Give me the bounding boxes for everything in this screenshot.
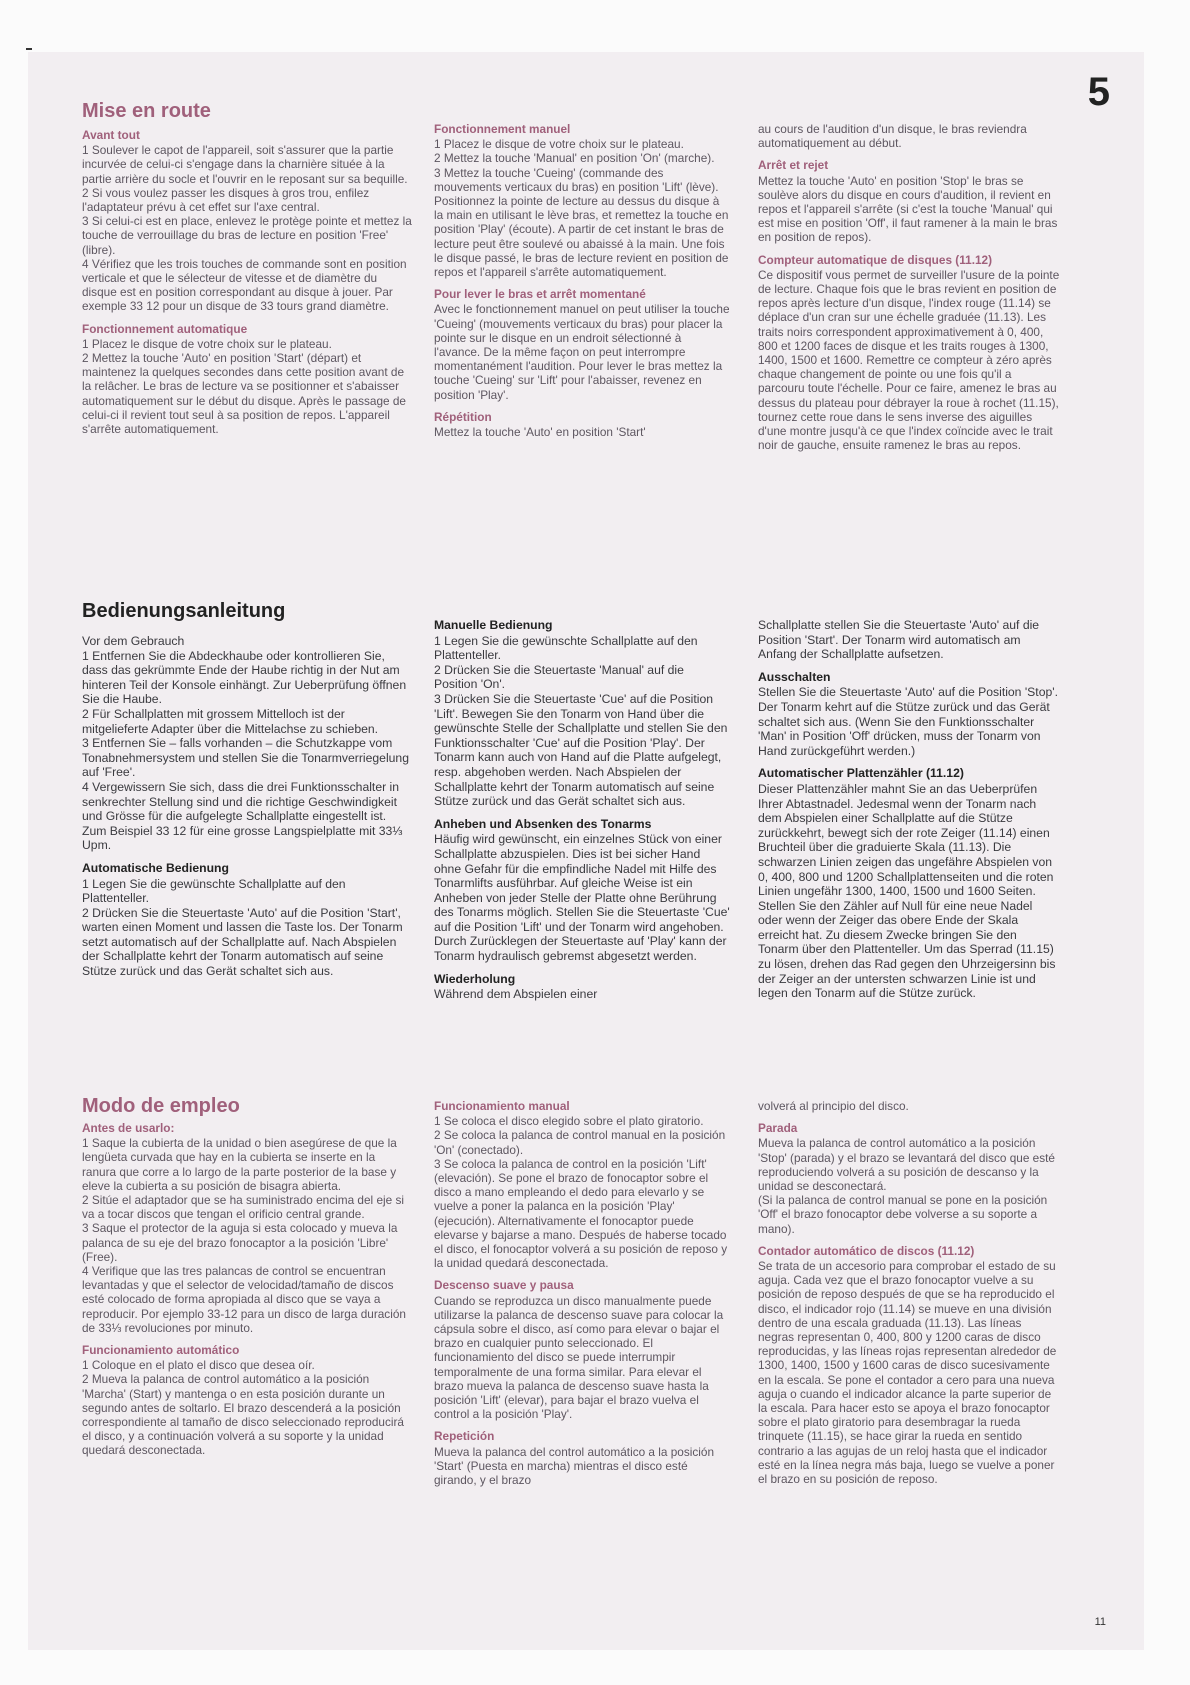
paragraph-block: Mettez la touche 'Auto' en position 'Stop' le bras se soulève alors du disque en cours d'audition, il revient en repos et l'appareil s'arrête (si c'est la touche 'Manual' qui est mise en position 'Off', il faut ramener à la main le bras en position de repos). [758,173,1058,245]
section-heading: Funcionamiento manual [434,1099,570,1113]
section-heading: Fonctionnement manuel [434,122,571,136]
paragraph-block: Während dem Abspielen einer [434,987,598,1002]
paragraph-block: Dieser Plattenzähler mahnt Sie an das Ueberprüfen Ihrer Abtastnadel. Jedesmal wenn der Tonarm nach dem Abspielen einer Schallplatte auf die Stütze zurückkehrt, bewegt sich der rote Zeiger (11.14) einen Bruchteil über die graduierte Skala (11.13). Die schwarzen Linien zeigen das ungefähre Abspielen von 0, 400, 800 und 1200 Schallplattenseiten und die roten Linien ungefähr 1300, 1400, 1500 und 1600 Seiten. Stellen Sie den Zähler auf Null für eine neue Nadel oder wenn der Zeiger das obere Ende der Skala erreicht hat. Zu diesem Zwecke bringen Sie den Tonarm über den Plattenteller. Um das Sperrad (11.15) zu lösen, drehen das Rad gegen den Uhrzeigersinn bis der Zeiger an der untersten schwarzen Linie ist und legen den Tonarm auf die Stütze zurück. [758,781,1056,1001]
section-heading: Ausschalten [758,669,831,684]
section-title-french: Mise en route [82,100,211,122]
manual-page [28,52,1144,1650]
footer-page-number: 11 [1094,1616,1106,1628]
paragraph-block: Vor dem Gebrauch 1 Entfernen Sie die Abdeckhaube oder kontrollieren Sie, dass das gekrümmte Ende der Haube richtig in der Nut am hinteren Teil der Konsole einhängt. Zur Ueberprüfung öffnen Sie die Haube. 2 Für Schallplatten mit grossem Mittelloch ist der mitgelieferte Adapter über die Mittelachse zu schieben. 3 Entfernen Sie – falls vorhanden – die Schutzkappe vom Tonabnehmersystem und stellen Sie die Tonarmverriegelung auf 'Free'. 4 Vergewissern Sie sich, dass die drei Funktionsschalter in senkrechter Stellung sind und die richtige Geschwindigkeit und Grösse für die aufgelegte Schallplatte eingestellt ist. Zum Beispiel 33 12 für eine grosse Langspielplatte mit 33⅓ Upm. [82,634,409,853]
section-title-spanish: Modo de empleo [82,1095,240,1117]
section-heading: Répétition [434,409,492,424]
paragraph-block: Mueva la palanca de control automático a la posición 'Stop' (parada) y el brazo se levantará del disco que esté reproduciendo volverá a su posición de descanso y la unidad se desconectará. (Si la palanca de control manual se pone en la posición 'Off' el brazo fonocaptor debe volverse a su soporte a mano). [758,1136,1055,1236]
binding-mark-top [26,48,32,50]
section-heading: Parada [758,1121,798,1136]
paragraph-block: Se trata de un accesorio para comprobar el estado de su aguja. Cada vez que el brazo fonocaptor vuelve a su posición de reposo después de que se ha reproducido el disco, el indicador rojo (11.14) se mueve en una división dentro de una escala graduada (11.13). Las líneas negras representan 0, 400, 800 y 1200 caras de disco reproducidas, y las líneas rojas representan alrededor de 1300, 1400, 1500 y 1600 caras de disco sucesivamente en la escala. Se pone el contador a cero para una nueva aguja o cuando el indicador alcance la parte superior de la escala. Para hacer esto se apoya el brazo fonocaptor sobre el plato giratorio para desembragar la rueda trinquete (11.15), se hace girar la rueda en sentido contrario a las agujas de un reloj hasta que el indicador esté en la línea negra más baja, luego se vuelve a poner el brazo en su posición de reposo. [758,1259,1057,1487]
subheading: Avant tout [82,128,140,142]
paragraph-block: 1 Coloque en el plato el disco que desea oír. 2 Mueva la palanca de control automático a la posición 'Marcha' (Start) y mantenga o en esta posición durante un segundo antes de soltarlo. El brazo descenderá a la posición correspondiente al tamaño de disco seleccionado reproducirá el disco, y a continuación volverá a su soporte y la unidad quedará desconectada. [82,1358,404,1458]
page-number: 5 [1087,70,1110,114]
paragraph-block: volverá al principio del disco. [758,1099,909,1113]
spanish-column-2 [434,1099,730,1487]
section-heading: Repetición [434,1429,495,1444]
paragraph-block: Mettez la touche 'Auto' en position 'Start' [434,425,646,440]
section-heading: Funcionamiento automático [82,1343,240,1358]
section-heading: Anheben und Absenken des Tonarms [434,816,652,831]
paragraph-block: Schallplatte stellen Sie die Steuertaste 'Auto' auf die Position 'Start'. Der Tonarm wird automatisch am Anfang der Schallplatte aufsetzen. [758,618,1040,662]
german-column-3 [758,618,1060,1001]
paragraph-block: 1 Legen Sie die gewünschte Schallplatte auf den Plattenteller. 2 Drücken Sie die Steuertaste 'Manual' auf die Position 'On'. 3 Drücken Sie die Steuertaste 'Cue' auf die Position 'Lift'. Bewegen Sie den Tonarm von Hand über die gewünschte Stelle der Schallplatte und stellen Sie den Funktionsschalter 'Cue' auf die Position 'Play'. Der Tonarm kann auch von Hand auf die Platte aufgelegt, resp. abgehoben werden. Nach Abspielen der Schallplatte kehrt der Tonarm automatisch auf seine Stütze zurück und das Gerät schaltet sich aus. [434,633,728,809]
paragraph-block: Avec le fonctionnement manuel on peut utiliser la touche 'Cueing' (mouvements verticaux du bras) pour placer la pointe sur le disque en un endroit sélectionné à l'avance. De la même façon on peut interrompre momentanément l'audition. Pour lever le bras mettez la touche 'Cueing' sur 'Lift' pour l'abaisser, revenez en position 'Play'. [434,302,730,402]
paragraph-block: Stellen Sie die Steuertaste 'Auto' auf die Position 'Stop'. Der Tonarm kehrt auf die Stütze zurück und das Gerät schaltet sich aus. (Wenn Sie den Funktionsschalter 'Man' in Position 'Off' drücken, muss der Tonarm von Hand zurückgeführt werden.) [758,685,1058,758]
section-heading: Fonctionnement automatique [82,321,248,336]
section-heading: Wiederholung [434,971,516,986]
paragraph-block: 1 Se coloca el disco elegido sobre el plato giratorio. 2 Se coloca la palanca de control manual en la posición 'On' (conectado). 3 Se coloca la palanca de control en la posición 'Lift' (elevación). Se pone el brazo de fonocaptor sobre el disco a mano empleando el dedo para elevarlo y se vuelve a poner la palanca en la posición 'Play' (ejecución). Alternativamente el fonocaptor puede elevarse y bajarse a mano. Después de haberse tocado el disco, el fonocaptor volverá a su posición de reposo y la unidad quedará desconectada. [434,1114,728,1271]
paragraph-block: 1 Placez le disque de votre choix sur le plateau. 2 Mettez la touche 'Auto' en position 'Start' (départ) et maintenez la quelques secondes dans cette position avant de la relâcher. Le bras de lecture va se positionner et s'abaisser automatiquement sur le début du disque. Après le passage de celui-ci il revient tout seul à sa position de repos. L'appareil s'arrête automatiquement. [82,336,406,437]
french-column-2 [434,122,730,439]
paragraph-block: 1 Saque la cubierta de la unidad o bien asegúrese de que la lengüeta curvada que hay en la cubierta se inserte en la ranura que corre a lo largo de la parte posterior de la base y eleve la cubierta a su posición de bisagra abierta. 2 Sitúe el adaptador que se ha suministrado encima del eje si va a tocar discos que tengan el orificio central grande. 3 Saque el protector de la aguja si esta colocado y mueva la palanca de su eje del brazo fonocaptor a la posición 'Libre' (Free). 4 Verifique que las tres palancas de control se encuentran levantadas y que el selector de velocidad/tamaño de discos esté colocado de forma apropiada al disco que se vaya a reproducir. Por ejemplo 33-12 para un disco de larga duración de 33⅓ revoluciones por minuto. [82,1136,406,1335]
paragraph-block: 1 Soulever le capot de l'appareil, soit s'assurer que la partie incurvée de celui-ci s'engage dans la charnière située à la partie arrière du socle et l'ouvrir en le reposant sur sa bequille. 2 Si vous voulez passer les disques à gros trou, enfilez l'adaptateur prévu à cet effet sur l'axe central. 3 Si celui-ci est en place, enlevez le protège pointe et mettez la touche de verrouillage du bras de lecture en position 'Free' (libre). 4 Vérifiez que les trois touches de commande sont en position verticale et que le sélecteur de vitesse et de diamètre du disque est en position correspondant au disque à jouer. Par exemple 33 12 pour un disque de 33 tours grand diamètre. [82,143,412,314]
german-column-1 [82,634,412,979]
spanish-column-3 [758,1099,1060,1486]
french-column-3 [758,122,1060,452]
section-heading: Automatischer Plattenzähler (11.12) [758,766,964,781]
section-heading: Pour lever le bras et arrêt momentané [434,287,646,302]
paragraph-block: 1 Placez le disque de votre choix sur le plateau. 2 Mettez la touche 'Manual' en position 'On' (marche). 3 Mettez la touche 'Cueing' (commande des mouvements verticaux du bras) en position 'Lift' (lève). Positionnez la pointe de lecture au dessus du disque à la main en utilisant le lève bras, et remettez la touche en position 'Play' (écoute). A partir de cet instant le bras de lecture peut être soulevé ou abaissé à la main. Une fois le disque passé, le bras de lecture revient en position de repos et l'appareil s'arrête automatiquement. [434,137,729,280]
section-heading: Automatische Bedienung [82,860,229,875]
paragraph-block: Cuando se reproduzca un disco manualmente puede utilizarse la palanca de descenso suave para colocar la cápsula sobre el disco, así como para elevar o bajar el brazo en cualquier punto seleccionado. El funcionamiento del disco se puede interrumpir temporalmente de una forma similar. Para elevar el brazo mueva la palanca de descenso suave hasta la posición 'Lift' (elevar), para bajar el brazo vuelva el control a la posición 'Play'. [434,1293,724,1422]
section-heading: Contador automático de discos (11.12) [758,1243,975,1258]
french-column-1 [82,128,412,436]
section-heading: Arrêt et rejet [758,158,829,173]
section-heading: Manuelle Bedienung [434,618,553,632]
section-heading: Compteur automatique de disques (11.12) [758,252,993,267]
section-heading: Descenso suave y pausa [434,1278,574,1293]
paragraph-block: Ce dispositif vous permet de surveiller l'usure de la pointe de lecture. Chaque fois que le bras revient en position de repos après lecture d'un disque, l'index rouge (11.14) se déplace d'un cran sur une échelle graduée (11.13). Les traits noirs correspondent approximativement à 0, 400, 800 et 1200 faces de disque et les traits rouges à 1300, 1400, 1500 et 1600. Remettre ce compteur à zéro après chaque changement de pointe ou une fois qu'il a parcouru toute l'échelle. Pour ce faire, amenez le bras au dessus du plateau pour débrayer la roue à rochet (11.15), tournez cette roue dans le sens inverse des aiguilles d'une montre jusqu'à ce que l'index coïncide avec le trait noir de gauche, ensuite ramenez le bras au repos. [758,267,1060,453]
spanish-column-1 [82,1121,412,1458]
paragraph-block: Mueva la palanca del control automático a la posición 'Start' (Puesta en marcha) mientras el disco esté girando, y el brazo [434,1444,715,1488]
section-title-german: Bedienungsanleitung [82,600,286,622]
paragraph-block: 1 Legen Sie die gewünschte Schallplatte auf den Plattenteller. 2 Drücken Sie die Steuertaste 'Auto' auf die Position 'Start', warten einen Moment und lassen die Taste los. Der Tonarm setzt automatisch auf der Schallplatte auf. Nach Abspielen der Schallplatte kehrt der Tonarm automatisch auf seine Stütze zurück und das Gerät schaltet sich aus. [82,876,403,979]
paragraph-block: Häufig wird gewünscht, ein einzelnes Stück von einer Schallplatte abzuspielen. Dies ist bei sicher Hand ohne Gefahr für die empfindliche Nadel mit Hilfe des Tonarmlifts ausführbar. Auf gleiche Weise ist ein Anheben von jeder Stelle der Platte ohne Berührung des Tonarms möglich. Stellen Sie die Steuertaste 'Cue' auf die Position 'Lift' und der Tonarm wird angehoben. Durch Zurücklegen der Steuertaste auf 'Play' kann der Tonarm hydraulisch gebremst abgesetzt werden. [434,832,730,964]
paragraph-block: au cours de l'audition d'un disque, le bras reviendra automatiquement au début. [758,122,1027,151]
german-column-2 [434,618,730,1002]
subheading: Antes de usarlo: [82,1121,175,1135]
